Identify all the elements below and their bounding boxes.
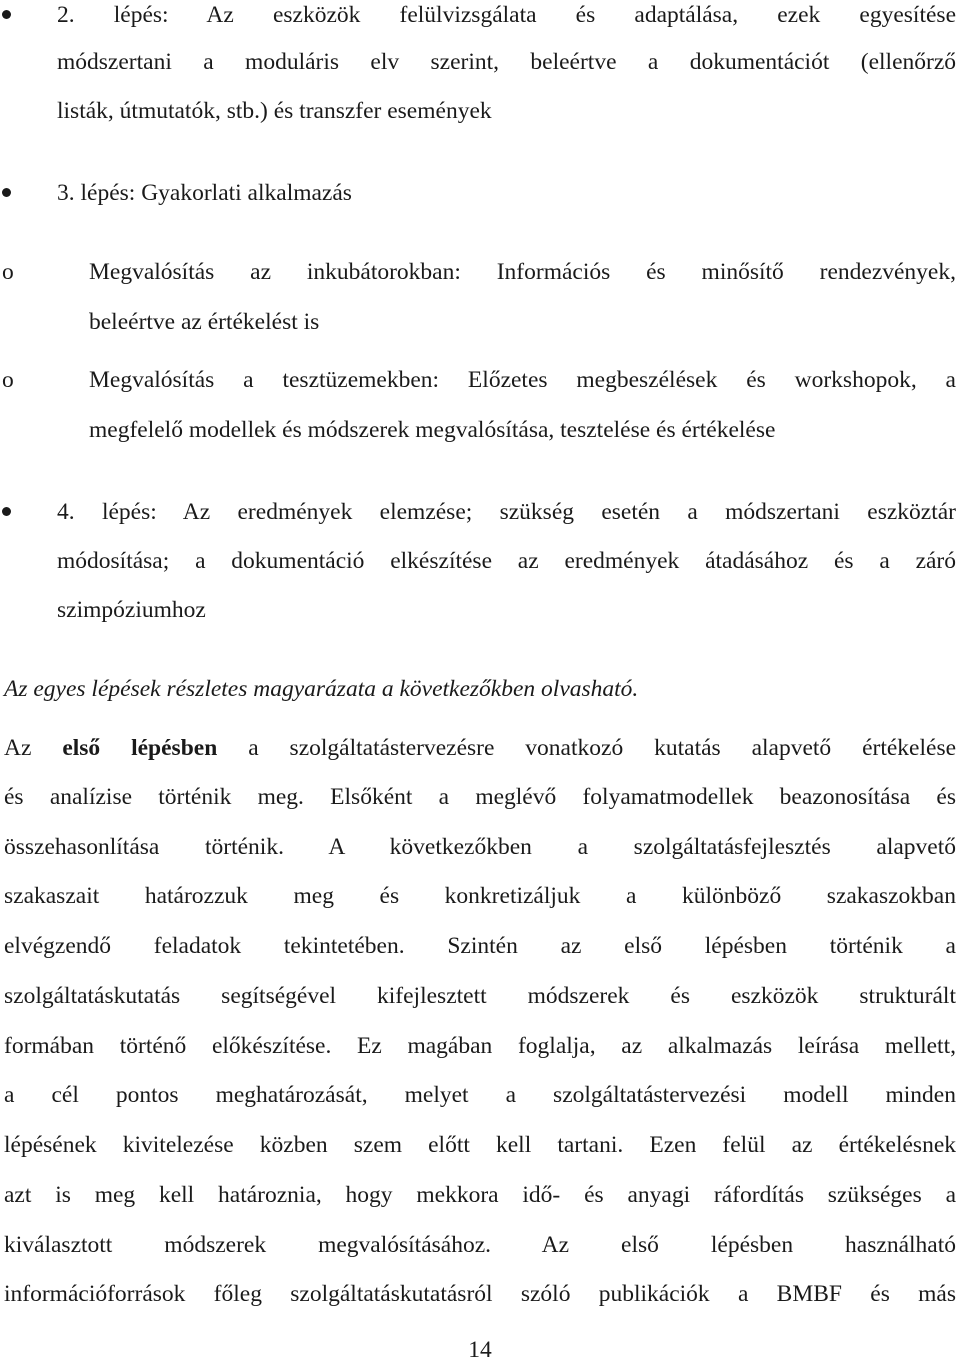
paragraph-prefix: Az bbox=[4, 735, 32, 761]
sub-bullet-marker: o bbox=[2, 367, 14, 393]
paragraph-line: lépésének kivitelezése közben szem előtt kell tartani. Ezen felül az értékelésnek bbox=[4, 1132, 956, 1158]
paragraph-line: összehasonlítása történik. A következőkben a szolgáltatásfejlesztés alapvető bbox=[4, 834, 956, 860]
bullet-text-line: módszertani a moduláris elv szerint, beleértve a dokumentációt (ellenőrző bbox=[57, 49, 956, 75]
bullet-text-line: listák, útmutatók, stb.) és transzfer események bbox=[57, 98, 492, 124]
paragraph-line bbox=[4, 733, 956, 763]
bullet-text-line: módosítása; a dokumentáció elkészítése az eredmények átadásához és a záró bbox=[57, 548, 956, 574]
paragraph-line: szolgáltatáskutatás segítségével kifejlesztett módszerek és eszközök strukturált bbox=[4, 983, 956, 1009]
paragraph-line: formában történő előkészítése. Ez magában foglalja, az alkalmazás leírása mellett, bbox=[4, 1033, 956, 1059]
sub-item-text-line: Megvalósítás az inkubátorokban: Információs és minősítő rendezvények, bbox=[89, 259, 956, 285]
paragraph-line: információforrások főleg szolgáltatáskutatásról szóló publikációk a BMBF és más bbox=[4, 1281, 956, 1307]
sub-item-text-line: beleértve az értékelést is bbox=[89, 309, 320, 335]
paragraph-line: szakaszait határozzuk meg és konkretizáljuk a különböző szakaszokban bbox=[4, 883, 956, 909]
paragraph-line: a cél pontos meghatározását, melyet a szolgáltatástervezési modell minden bbox=[4, 1082, 956, 1108]
bullet-icon bbox=[2, 507, 11, 516]
sub-bullet-marker: o bbox=[2, 259, 14, 285]
bullet-icon bbox=[2, 188, 11, 197]
sub-item-text-line: Megvalósítás a tesztüzemekben: Előzetes megbeszélések és workshopok, a bbox=[89, 367, 956, 393]
paragraph-line: és analízise történik meg. Elsőként a meglévő folyamatmodellek beazonosítása és bbox=[4, 784, 956, 810]
page-number: 14 bbox=[468, 1337, 492, 1363]
paragraph-line: kiválasztott módszerek megvalósításához. Az első lépésben használható bbox=[4, 1232, 956, 1258]
italic-note: Az egyes lépések részletes magyarázata a következőkben olvasható. bbox=[4, 676, 639, 702]
bullet-icon bbox=[2, 10, 11, 19]
bullet-text-line: 3. lépés: Gyakorlati alkalmazás bbox=[57, 180, 352, 206]
bullet-text-line: 4. lépés: Az eredmények elemzése; szükség esetén a módszertani eszköztár bbox=[57, 499, 956, 525]
bullet-text-line: szimpóziumhoz bbox=[57, 597, 206, 623]
bold-term: első lépésben bbox=[62, 735, 218, 761]
paragraph-line: azt is meg kell határoznia, hogy mekkora idő- és anyagi ráfordítás szükséges a bbox=[4, 1182, 956, 1208]
paragraph-suffix: a szolgáltatástervezésre vonatkozó kutatás alapvető értékelése bbox=[248, 735, 957, 761]
paragraph-line: elvégzendő feladatok tekintetében. Szintén az első lépésben történik a bbox=[4, 933, 956, 959]
sub-item-text-line: megfelelő modellek és módszerek megvalósítása, tesztelése és értékelése bbox=[89, 417, 776, 443]
bullet-text-line: 2. lépés: Az eszközök felülvizsgálata és adaptálása, ezek egyesítése bbox=[57, 2, 956, 28]
